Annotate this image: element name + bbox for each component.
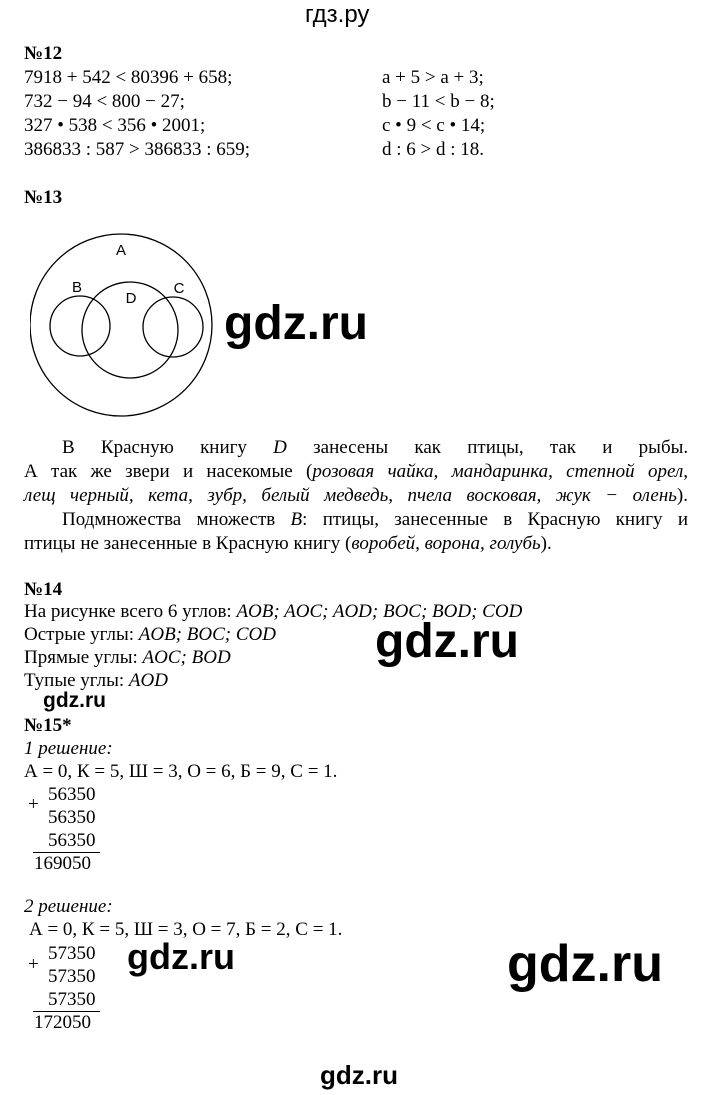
watermark: gdz.ru	[320, 1060, 398, 1090]
paragraph-line: Подмножества множеств B: птицы, занесенные в Красную книгу и	[62, 509, 688, 530]
paragraph-line: лещ черный, кета, зубр, белый медведь, пчела восковая, жук − олень).	[24, 485, 688, 506]
solution-assignment: А = 0, К = 5, Ш = 3, О = 6, Б = 9, С = 1.	[24, 761, 338, 782]
task14-line: На рисунке всего 6 углов: AOB; AOC; AOD; BOC; BOD; COD	[24, 601, 523, 622]
watermark: gdz.ru	[43, 689, 106, 712]
set-b-label: B	[71, 279, 83, 296]
set-b-circle	[50, 296, 110, 356]
sum: 172050	[34, 1012, 91, 1033]
task12-title: №12	[24, 43, 63, 64]
task12-left-line: 327 • 538 < 356 • 2001;	[24, 115, 206, 136]
sum: 169050	[34, 853, 91, 874]
watermark: gdz.ru	[507, 935, 663, 993]
task12-right-line: c • 9 < c • 14;	[382, 115, 486, 136]
watermark: gdz.ru	[127, 936, 235, 977]
plus-sign: +	[28, 794, 39, 815]
set-c-circle	[143, 297, 203, 357]
addend: 57350	[48, 943, 96, 964]
task12-right-line: d : 6 > d : 18.	[382, 139, 485, 160]
set-a-circle	[30, 234, 212, 416]
venn-diagram	[30, 230, 230, 430]
task13-title: №13	[24, 187, 63, 208]
solution-assignment: А = 0, К = 5, Ш = 3, О = 7, Б = 2, С = 1.	[29, 919, 343, 940]
paragraph-line: А так же звери и насекомые (розовая чайка, мандаринка, степной орел,	[24, 461, 688, 482]
set-c-label: C	[173, 280, 185, 297]
task14-line: Острые углы: AOB; BOC; COD	[24, 624, 276, 645]
paragraph-line: птицы не занесенные в Красную книгу (воробей, ворона, голубь).	[24, 533, 552, 554]
task12-right-line: a + 5 > a + 3;	[382, 67, 484, 88]
task12-left-line: 386833 : 587 > 386833 : 659;	[24, 139, 251, 160]
task12-left-line: 732 − 94 < 800 − 27;	[24, 91, 185, 112]
task14-line: Тупые углы: AOD	[24, 670, 168, 691]
task14-line: Прямые углы: AOC; BOD	[24, 647, 231, 668]
watermark: gdz.ru	[224, 297, 368, 350]
set-a-label: A	[115, 242, 127, 259]
plus-sign: +	[28, 954, 39, 975]
task13-paragraph-2	[24, 508, 688, 556]
task13-paragraph-1	[24, 436, 688, 508]
task14-title: №14	[24, 579, 63, 600]
task15-title: №15*	[24, 715, 72, 736]
addend: 56350	[48, 830, 96, 851]
watermark: gdz.ru	[375, 615, 519, 668]
addend: 57350	[48, 966, 96, 987]
site-header: гдз.ру	[305, 1, 370, 28]
addend: 56350	[48, 807, 96, 828]
solution-heading: 2 решение:	[24, 896, 113, 917]
addend: 57350	[48, 989, 96, 1010]
task12-left-line: 7918 + 542 < 80396 + 658;	[24, 67, 233, 88]
paragraph-line: В Красную книгу D занесены как птицы, так и рыбы.	[62, 437, 689, 458]
solution-heading: 1 решение:	[24, 738, 113, 759]
task12-right-line: b − 11 < b − 8;	[382, 91, 495, 112]
addend: 56350	[48, 784, 96, 805]
set-d-label: D	[125, 290, 137, 307]
